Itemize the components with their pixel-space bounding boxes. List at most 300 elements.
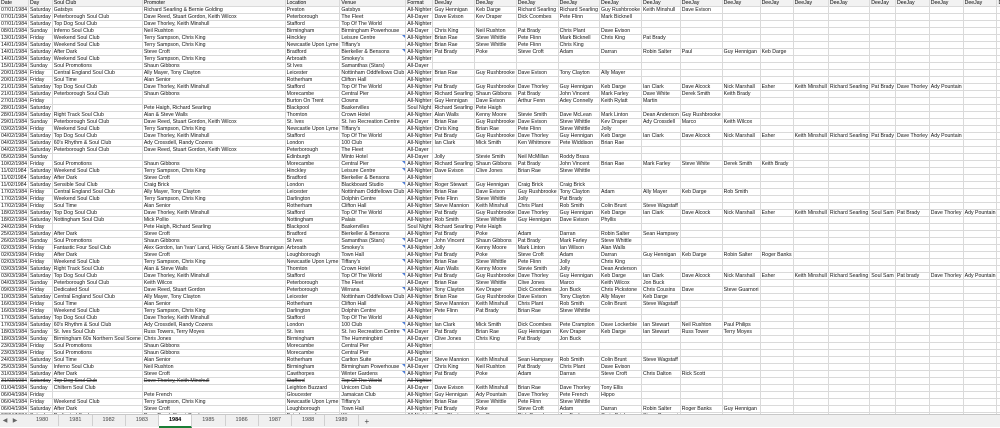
table-cell[interactable]: Unicorn Club [340, 385, 406, 392]
table-cell[interactable]: Top Dog Soul Club [52, 378, 142, 385]
table-cell[interactable]: Dave Reed, Stuart Gordon, Keith Wilcox [142, 147, 285, 154]
table-cell[interactable] [474, 77, 516, 84]
table-cell[interactable] [870, 98, 896, 105]
table-cell[interactable]: Crown Hotel [340, 112, 406, 119]
table-cell[interactable]: Ady Pountain [474, 392, 516, 399]
table-cell[interactable] [793, 350, 828, 357]
table-cell[interactable]: Guy Hennigan [433, 392, 474, 399]
table-cell[interactable] [896, 294, 930, 301]
table-cell[interactable] [870, 350, 896, 357]
table-cell[interactable] [600, 182, 642, 189]
table-cell[interactable]: 60's Rhythm & Soul Club [52, 322, 142, 329]
table-cell[interactable] [474, 175, 516, 182]
table-cell[interactable]: All-Dayer [406, 385, 433, 392]
table-cell[interactable]: Leighton Buzzard [285, 385, 340, 392]
table-cell[interactable]: Colin Brunt [600, 301, 642, 308]
table-cell[interactable] [793, 343, 828, 350]
table-cell[interactable]: St. Ives Soul Club [52, 329, 142, 336]
table-cell[interactable] [828, 196, 869, 203]
table-cell[interactable] [929, 203, 963, 210]
table-cell[interactable] [828, 357, 869, 364]
table-cell[interactable]: Darlington [285, 196, 340, 203]
table-cell[interactable] [793, 98, 828, 105]
table-cell[interactable]: Town Hall [340, 252, 406, 259]
table-cell[interactable] [793, 203, 828, 210]
table-cell[interactable]: Peterborough [285, 287, 340, 294]
table-cell[interactable]: Top Of The World [340, 133, 406, 140]
table-cell[interactable]: Rotherham [285, 301, 340, 308]
table-cell[interactable] [929, 392, 963, 399]
table-cell[interactable]: Pat Brady [516, 238, 558, 245]
table-cell[interactable] [760, 7, 793, 14]
table-cell[interactable]: Ian Stewart [641, 322, 680, 329]
table-cell[interactable]: Shaun Gibbons [474, 161, 516, 168]
table-cell[interactable]: Newcastle Upon Lyme [286, 42, 339, 48]
table-cell[interactable]: Right Track Soul Club [52, 266, 142, 273]
table-cell[interactable] [929, 112, 963, 119]
table-cell[interactable]: Adam [516, 371, 558, 378]
table-cell[interactable]: All-Nighter [407, 371, 432, 377]
table-cell[interactable] [929, 119, 963, 126]
table-cell[interactable]: Saturday [29, 378, 51, 384]
table-cell[interactable]: Pat Brady [474, 308, 516, 315]
table-cell[interactable] [680, 147, 722, 154]
table-cell[interactable]: Newcastle Upon Lyme [286, 259, 339, 265]
table-cell[interactable] [870, 217, 896, 224]
table-cell[interactable]: Ady Pountain [930, 133, 962, 139]
table-cell[interactable]: Robin Salter [722, 252, 760, 259]
table-cell[interactable]: Peterborough Soul Club [52, 280, 142, 287]
comment-marker-icon[interactable] [402, 259, 405, 262]
table-cell[interactable]: Jolly [558, 266, 599, 273]
table-cell[interactable]: Ian Stewart [641, 329, 680, 336]
table-cell[interactable]: All-Nighter [407, 392, 432, 398]
table-cell[interactable] [929, 189, 963, 196]
table-cell[interactable] [828, 168, 869, 175]
table-cell[interactable] [760, 14, 793, 21]
table-cell[interactable]: Steve Croft [142, 252, 285, 259]
table-cell[interactable]: Friday [28, 350, 52, 357]
table-cell[interactable]: Terry Sampson, Chris King [142, 399, 285, 406]
table-cell[interactable] [828, 364, 869, 371]
table-cell[interactable] [963, 70, 997, 77]
table-cell[interactable] [870, 189, 896, 196]
table-cell[interactable]: St. Ivo Recreation Centre [340, 119, 406, 126]
table-cell[interactable]: Craig Brick [558, 182, 599, 189]
tab-1980[interactable]: 1980 [26, 415, 59, 426]
table-cell[interactable]: Blackpool [285, 224, 340, 231]
table-cell[interactable] [680, 399, 722, 406]
table-cell[interactable] [680, 77, 722, 84]
table-cell[interactable] [52, 154, 142, 161]
table-cell[interactable] [760, 336, 793, 343]
table-cell[interactable]: Keith Minshull [474, 357, 516, 364]
table-cell[interactable]: 20/01/1984 [1, 70, 27, 76]
table-cell[interactable] [929, 315, 963, 322]
header-cell[interactable]: Day [28, 0, 52, 7]
tab-1983[interactable]: 1983 [126, 415, 159, 426]
table-cell[interactable] [896, 371, 930, 378]
table-cell[interactable] [828, 182, 869, 189]
table-cell[interactable]: Ally Mayer, Tony Clayton [142, 294, 285, 301]
table-cell[interactable]: Stafford [285, 84, 340, 91]
table-cell[interactable] [896, 140, 930, 147]
table-cell[interactable] [793, 91, 828, 98]
table-cell[interactable]: Chris Plant [516, 203, 558, 210]
table-cell[interactable]: Sunday [28, 329, 52, 336]
table-cell[interactable]: All-Nighter [407, 98, 432, 104]
table-cell[interactable]: Chris Jones [142, 336, 285, 343]
table-cell[interactable] [896, 287, 930, 294]
table-cell[interactable]: Terry Sampson, Chris King [142, 126, 285, 133]
table-cell[interactable] [896, 126, 930, 133]
table-cell[interactable] [558, 63, 599, 70]
table-cell[interactable]: Dave Evison [600, 364, 642, 371]
table-cell[interactable] [963, 84, 997, 91]
table-cell[interactable]: London [285, 140, 340, 147]
table-cell[interactable] [680, 140, 722, 147]
table-cell[interactable]: Jolly [558, 259, 599, 266]
table-cell[interactable]: All-Nighter [407, 343, 432, 349]
table-cell[interactable]: Brian Rae [474, 329, 516, 336]
table-cell[interactable] [760, 91, 793, 98]
table-cell[interactable]: Guy Rushbrooke [681, 112, 721, 118]
table-cell[interactable]: 03/02/1984 [1, 126, 27, 132]
table-cell[interactable]: Bradford [285, 175, 340, 182]
table-cell[interactable] [722, 35, 760, 42]
table-cell[interactable] [929, 42, 963, 49]
table-cell[interactable]: Loughborough [285, 252, 340, 259]
table-cell[interactable] [963, 266, 997, 273]
table-cell[interactable]: John Vincent [433, 238, 474, 245]
table-cell[interactable]: 25/02/1984 [1, 231, 27, 237]
table-cell[interactable]: Shaun Gibbons [474, 91, 516, 98]
table-cell[interactable] [963, 112, 997, 119]
table-cell[interactable]: Saturday [29, 266, 51, 272]
table-cell[interactable]: 04/02/1984 [1, 133, 27, 139]
table-cell[interactable]: Guy Rushbrooke [475, 119, 515, 125]
table-cell[interactable] [760, 21, 793, 28]
table-cell[interactable] [870, 385, 896, 392]
table-cell[interactable]: Saturday [29, 322, 51, 328]
table-cell[interactable]: Soul Time [52, 203, 142, 210]
table-cell[interactable]: Top Dog Soul Club [52, 273, 142, 280]
table-cell[interactable]: Alan Senior [142, 301, 285, 308]
table-cell[interactable]: Palais [340, 217, 406, 224]
table-cell[interactable] [870, 63, 896, 70]
table-cell[interactable]: 06/04/1984 [1, 406, 27, 412]
table-cell[interactable]: All-Nighter [407, 140, 432, 146]
table-cell[interactable]: Esher [760, 133, 793, 140]
table-cell[interactable]: Guy Rushbrooke [517, 189, 557, 195]
table-cell[interactable]: Steve Whittle [600, 238, 642, 245]
table-cell[interactable]: 04/02/1984 [1, 147, 27, 153]
table-cell[interactable]: 04/02/1984 [1, 140, 27, 146]
table-cell[interactable] [828, 280, 869, 287]
table-cell[interactable]: 28/01/1984 [1, 112, 27, 118]
table-cell[interactable] [641, 168, 680, 175]
table-cell[interactable]: Saturday [29, 210, 51, 216]
table-cell[interactable]: Saturday [29, 133, 51, 139]
table-cell[interactable] [929, 154, 963, 161]
table-cell[interactable] [896, 21, 930, 28]
table-cell[interactable] [963, 280, 997, 287]
table-cell[interactable]: Pat Brady [516, 91, 558, 98]
table-cell[interactable] [760, 259, 793, 266]
table-cell[interactable] [641, 28, 680, 35]
table-cell[interactable]: All-Nighter [407, 126, 432, 132]
table-cell[interactable]: Tiffany's [340, 399, 406, 406]
table-cell[interactable]: Poke [474, 231, 516, 238]
table-cell[interactable]: St. Ivo Recreation Centre [340, 329, 406, 336]
table-cell[interactable]: Alan Senior [142, 203, 285, 210]
table-cell[interactable] [474, 315, 516, 322]
table-cell[interactable]: Dave Evison [474, 98, 516, 105]
table-cell[interactable]: Pat Brady [871, 133, 894, 139]
table-cell[interactable] [722, 231, 760, 238]
table-cell[interactable]: 13/01/1984 [1, 35, 27, 41]
table-cell[interactable] [896, 28, 930, 35]
table-cell[interactable]: Keith Wilcox [142, 280, 285, 287]
table-cell[interactable] [870, 35, 896, 42]
table-cell[interactable]: Sunday [28, 154, 52, 161]
table-cell[interactable] [929, 147, 963, 154]
table-cell[interactable]: Morecambe [285, 91, 340, 98]
table-cell[interactable]: Alex Gordon, Ian 'Ivan' Land, Hicky Grant & Steve Brannigan [143, 245, 284, 251]
table-cell[interactable] [722, 343, 760, 350]
table-cell[interactable] [870, 126, 896, 133]
table-cell[interactable] [793, 266, 828, 273]
table-cell[interactable]: Brian Rae [516, 168, 558, 175]
header-cell[interactable]: DeeJay [433, 0, 474, 7]
table-cell[interactable]: Roddy Brass [558, 154, 599, 161]
table-cell[interactable] [963, 147, 997, 154]
table-cell[interactable]: All-Nighter [407, 7, 432, 13]
table-cell[interactable]: Colin Brunt [600, 203, 642, 210]
table-cell[interactable]: Central Pier [340, 91, 406, 98]
table-cell[interactable]: 17/02/1984 [1, 189, 27, 195]
table-cell[interactable]: Tony Clayton [558, 189, 599, 196]
table-cell[interactable] [828, 105, 869, 112]
table-cell[interactable]: 31/03/1984 [1, 371, 27, 377]
table-cell[interactable]: Pete Haigh [474, 105, 516, 112]
table-cell[interactable]: Brian Rae [433, 280, 474, 287]
table-cell[interactable]: Pete Flinn [516, 42, 558, 49]
table-cell[interactable] [793, 308, 828, 315]
table-cell[interactable] [828, 259, 869, 266]
table-cell[interactable]: Dean Anderson [600, 266, 642, 273]
table-cell[interactable]: Loughborough [285, 406, 340, 413]
table-cell[interactable]: Weekend Soul Club [52, 259, 142, 266]
table-cell[interactable] [793, 105, 828, 112]
table-cell[interactable] [963, 98, 997, 105]
table-cell[interactable]: The Fleet [340, 147, 406, 154]
table-cell[interactable]: Tony Ellis [600, 385, 642, 392]
table-cell[interactable]: Stafford [285, 21, 340, 28]
table-cell[interactable]: Friday [28, 245, 52, 252]
table-cell[interactable]: Mark Bicknell [558, 35, 599, 42]
table-cell[interactable] [641, 259, 680, 266]
table-cell[interactable] [870, 280, 896, 287]
table-cell[interactable]: Keb Darge [474, 7, 516, 14]
table-cell[interactable] [516, 378, 558, 385]
comment-marker-icon[interactable] [402, 371, 405, 374]
table-cell[interactable]: Dave Evison [558, 217, 599, 224]
table-cell[interactable] [760, 35, 793, 42]
table-cell[interactable] [896, 406, 930, 413]
table-cell[interactable] [963, 7, 997, 14]
table-cell[interactable]: Pat Brady [871, 84, 894, 90]
table-cell[interactable]: 21/01/1984 [1, 91, 27, 97]
table-cell[interactable] [722, 70, 760, 77]
table-cell[interactable]: Arbroath [285, 245, 340, 252]
table-cell[interactable] [722, 336, 760, 343]
table-cell[interactable]: Carlton Suite [340, 357, 406, 364]
table-cell[interactable] [929, 322, 963, 329]
table-cell[interactable]: Richard Searling [559, 7, 599, 13]
table-cell[interactable] [929, 350, 963, 357]
table-cell[interactable] [722, 301, 760, 308]
table-cell[interactable]: Pat Brady [433, 210, 474, 217]
table-cell[interactable]: Nick Marshall [722, 84, 760, 91]
table-cell[interactable]: Craig Brick [142, 182, 285, 189]
table-cell[interactable]: Guy Rushbrooke [475, 84, 515, 90]
table-cell[interactable]: Soul Promotions [52, 238, 142, 245]
table-cell[interactable] [870, 14, 896, 21]
table-cell[interactable] [641, 238, 680, 245]
table-cell[interactable]: Pete Flinn [516, 35, 558, 42]
table-cell[interactable]: Terry Sampson, Chris King [142, 168, 285, 175]
table-cell[interactable]: Birmingham 60s Northern Soul Scene [53, 336, 141, 342]
table-cell[interactable] [722, 28, 760, 35]
comment-marker-icon[interactable] [402, 322, 405, 325]
header-cell[interactable]: Venue [340, 0, 406, 7]
table-cell[interactable]: Peterborough Soul Club [52, 119, 142, 126]
table-cell[interactable]: Newcastle Upon Lyme [286, 126, 339, 132]
table-cell[interactable] [680, 385, 722, 392]
table-cell[interactable]: Keith Minshull [794, 84, 827, 90]
table-cell[interactable]: 14/01/1984 [1, 42, 27, 48]
table-cell[interactable] [433, 147, 474, 154]
table-cell[interactable] [433, 378, 474, 385]
table-cell[interactable]: Steve Whittle [558, 168, 599, 175]
table-cell[interactable] [828, 154, 869, 161]
table-cell[interactable]: All-Nighter [407, 189, 432, 195]
table-cell[interactable] [52, 105, 142, 112]
table-cell[interactable]: Peterborough Soul Club [52, 14, 142, 21]
table-cell[interactable]: Keith Brady [722, 91, 760, 98]
table-cell[interactable] [680, 126, 722, 133]
table-cell[interactable]: 02/03/1984 [1, 252, 27, 258]
table-cell[interactable]: Steve Whittle [558, 119, 599, 126]
table-cell[interactable]: 10/02/1984 [1, 161, 27, 167]
table-cell[interactable]: Friday [28, 189, 52, 196]
table-cell[interactable]: Poke [474, 406, 516, 413]
table-cell[interactable]: Marco [558, 280, 599, 287]
header-cell[interactable]: Soul Club [52, 0, 142, 7]
table-cell[interactable]: Darran [600, 252, 642, 259]
table-cell[interactable] [641, 147, 680, 154]
table-cell[interactable]: Chris King [600, 35, 642, 42]
table-cell[interactable]: Keith Minshull [474, 385, 516, 392]
table-cell[interactable]: Dave Reed, Stuart Gordon [142, 287, 285, 294]
table-cell[interactable] [722, 364, 760, 371]
table-cell[interactable]: Stafford [285, 315, 340, 322]
table-cell[interactable]: Chris Dalton [641, 371, 680, 378]
header-cell[interactable]: DeeJay [600, 0, 642, 7]
table-cell[interactable]: Dave Lockerbie [600, 322, 642, 329]
table-cell[interactable]: Keb Darge [600, 84, 642, 91]
table-cell[interactable]: All-Dayer [406, 364, 433, 371]
comment-marker-icon[interactable] [402, 182, 405, 185]
table-cell[interactable]: Keb Darge [680, 189, 722, 196]
table-cell[interactable]: All-Dayer [406, 119, 433, 126]
table-cell[interactable]: Darran [558, 371, 599, 378]
table-cell[interactable]: Saturday [29, 84, 51, 90]
table-cell[interactable] [558, 56, 599, 63]
table-cell[interactable] [760, 28, 793, 35]
table-cell[interactable] [963, 140, 997, 147]
table-cell[interactable]: Friday [28, 399, 52, 406]
table-cell[interactable] [793, 224, 828, 231]
table-cell[interactable]: Neil Rushton [474, 364, 516, 371]
table-cell[interactable]: The Hummingbird [340, 336, 406, 343]
table-cell[interactable] [929, 168, 963, 175]
table-cell[interactable]: Richard Searling & Bernie Golding [142, 7, 285, 14]
table-cell[interactable]: Esher [760, 273, 793, 280]
table-cell[interactable] [870, 252, 896, 259]
table-cell[interactable]: 60's Rhythm & Soul Club [52, 140, 142, 147]
table-cell[interactable] [680, 238, 722, 245]
table-cell[interactable] [680, 259, 722, 266]
table-cell[interactable]: Tiffany's [340, 42, 406, 49]
table-cell[interactable] [896, 385, 930, 392]
table-cell[interactable]: Ady Crossdell, Randy Cozens [142, 322, 285, 329]
table-cell[interactable]: Guy Hennigan [558, 133, 599, 140]
table-cell[interactable] [516, 315, 558, 322]
table-cell[interactable] [929, 329, 963, 336]
table-cell[interactable]: All-Nighter [407, 168, 432, 174]
table-cell[interactable] [870, 168, 896, 175]
table-cell[interactable] [929, 49, 963, 56]
table-cell[interactable]: All-Dayer [406, 280, 433, 287]
table-cell[interactable] [896, 399, 930, 406]
table-cell[interactable] [433, 175, 474, 182]
table-cell[interactable]: Nottingham [285, 217, 340, 224]
header-cell[interactable]: DeeJay [896, 0, 930, 7]
table-cell[interactable] [963, 322, 997, 329]
table-cell[interactable]: Saturday [29, 273, 51, 279]
table-cell[interactable] [896, 154, 930, 161]
table-cell[interactable] [793, 294, 828, 301]
table-cell[interactable] [828, 343, 869, 350]
table-cell[interactable] [828, 147, 869, 154]
table-cell[interactable] [793, 14, 828, 21]
table-cell[interactable] [828, 7, 869, 14]
table-cell[interactable] [793, 154, 828, 161]
table-cell[interactable]: Top Of The World [340, 21, 406, 28]
table-cell[interactable] [963, 126, 997, 133]
table-cell[interactable] [793, 322, 828, 329]
table-cell[interactable]: Adam [558, 49, 599, 56]
table-cell[interactable]: 03/03/1984 [1, 273, 27, 279]
table-cell[interactable] [828, 112, 869, 119]
table-cell[interactable] [963, 259, 997, 266]
table-cell[interactable] [963, 238, 997, 245]
table-cell[interactable]: Steve Whittle [474, 259, 516, 266]
table-cell[interactable] [641, 378, 680, 385]
tab-1986[interactable]: 1986 [226, 415, 259, 426]
